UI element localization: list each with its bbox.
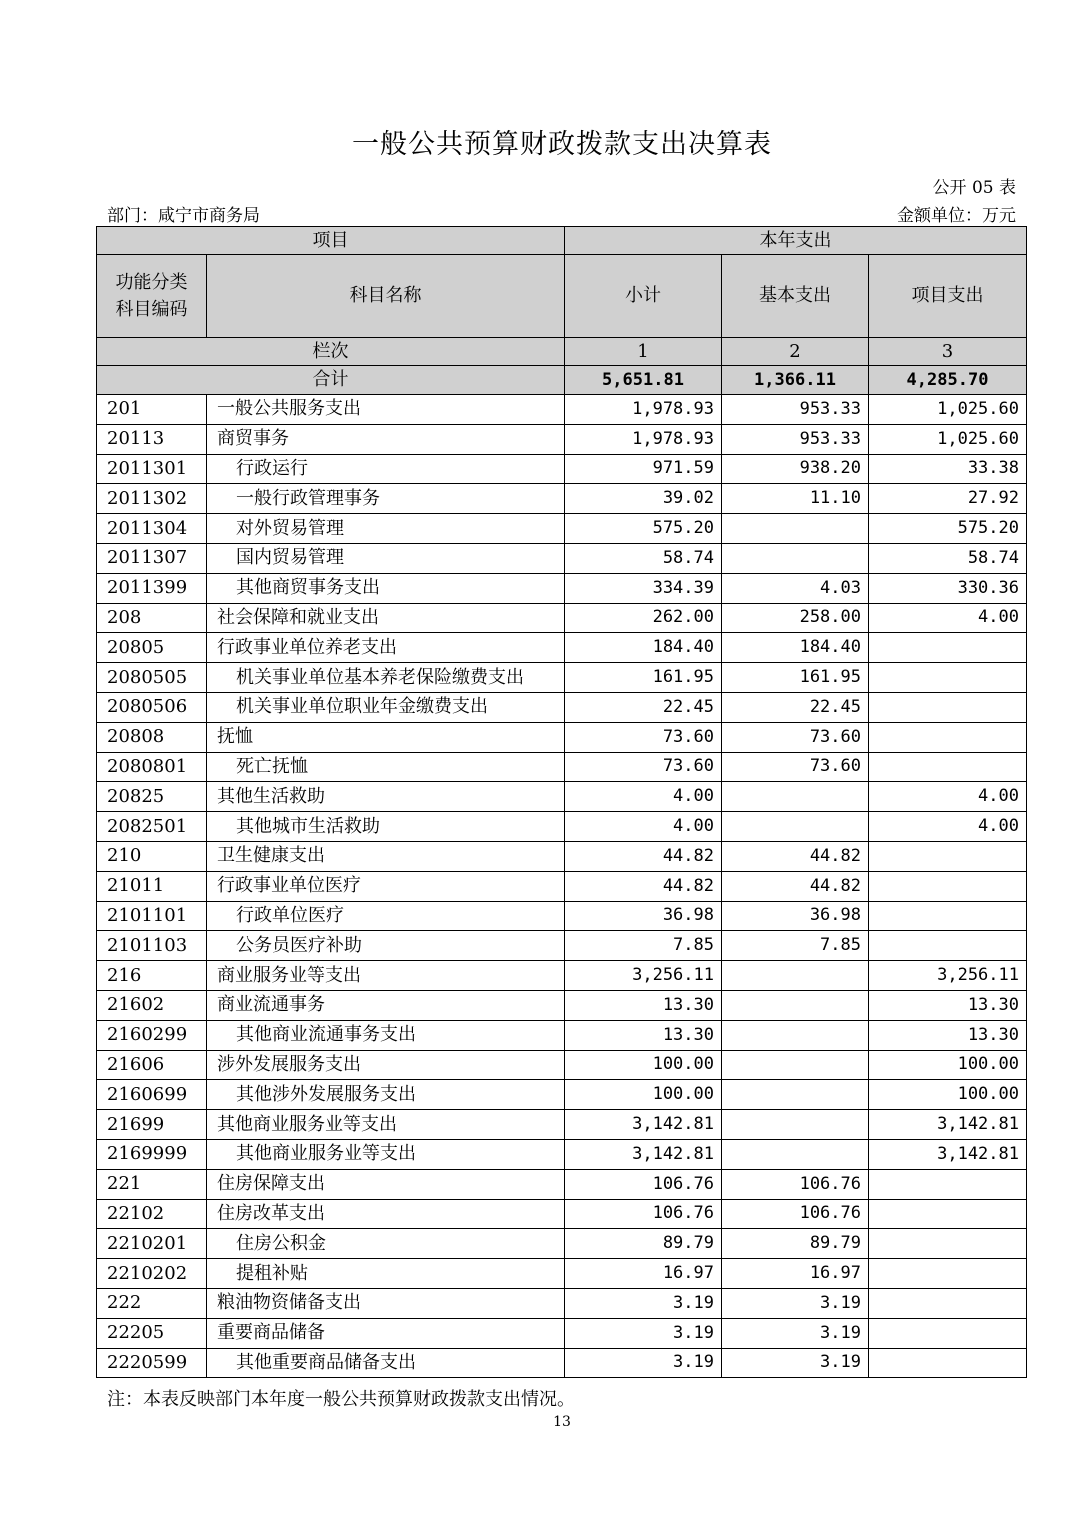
- row-project: [869, 1169, 1027, 1199]
- row-name: 一般公共服务支出: [207, 395, 565, 425]
- row-project: [869, 722, 1027, 752]
- row-project: 1,025.60: [869, 424, 1027, 454]
- row-subtotal: 4.00: [565, 782, 722, 812]
- form-number: 公开 05 表: [932, 178, 1016, 198]
- header-row-1: [97, 227, 1027, 255]
- header-subtotal: 小计: [565, 255, 722, 338]
- row-code: 2080505: [97, 663, 207, 693]
- row-name: 其他涉外发展服务支出: [207, 1080, 565, 1110]
- table-row: [97, 931, 1027, 961]
- row-name: 提租补贴: [207, 1259, 565, 1289]
- total-row: [97, 366, 1027, 395]
- row-code: 221: [97, 1169, 207, 1199]
- row-name: 国内贸易管理: [207, 543, 565, 573]
- row-code: 20808: [97, 722, 207, 752]
- row-name: 其他重要商品储备支出: [207, 1348, 565, 1378]
- row-basic: 106.76: [722, 1199, 869, 1229]
- row-code: 2011301: [97, 454, 207, 484]
- header-code: 功能分类科目编码: [97, 255, 207, 338]
- row-subtotal: 161.95: [565, 663, 722, 693]
- row-code: 20825: [97, 782, 207, 812]
- row-code: 2101101: [97, 901, 207, 931]
- table-row: [97, 395, 1027, 425]
- row-basic: [722, 1050, 869, 1080]
- row-basic: 3.19: [722, 1348, 869, 1378]
- row-code: 222: [97, 1288, 207, 1318]
- row-project: 330.36: [869, 573, 1027, 603]
- row-name: 公务员医疗补助: [207, 931, 565, 961]
- row-name: 行政单位医疗: [207, 901, 565, 931]
- row-subtotal: 100.00: [565, 1080, 722, 1110]
- row-basic: [722, 990, 869, 1020]
- row-subtotal: 44.82: [565, 841, 722, 871]
- row-subtotal: 3.19: [565, 1348, 722, 1378]
- table-row: [97, 1110, 1027, 1140]
- row-code: 21606: [97, 1050, 207, 1080]
- row-subtotal: 44.82: [565, 871, 722, 901]
- table-row: [97, 1318, 1027, 1348]
- row-code: 2169999: [97, 1139, 207, 1169]
- row-subtotal: 58.74: [565, 543, 722, 573]
- row-project: [869, 901, 1027, 931]
- row-subtotal: 100.00: [565, 1050, 722, 1080]
- table-row: [97, 871, 1027, 901]
- row-basic: 258.00: [722, 603, 869, 633]
- row-basic: 4.03: [722, 573, 869, 603]
- row-project: 1,025.60: [869, 395, 1027, 425]
- row-basic: [722, 782, 869, 812]
- department-label: 部门：咸宁市商务局: [107, 206, 260, 226]
- row-subtotal: 16.97: [565, 1259, 722, 1289]
- row-basic: 22.45: [722, 692, 869, 722]
- row-subtotal: 22.45: [565, 692, 722, 722]
- row-code: 2080506: [97, 692, 207, 722]
- row-subtotal: 575.20: [565, 514, 722, 544]
- footnote: 注：本表反映部门本年度一般公共预算财政拨款支出情况。: [107, 1389, 575, 1410]
- total-basic: 1,366.11: [722, 366, 869, 395]
- row-project: 4.00: [869, 603, 1027, 633]
- row-basic: 3.19: [722, 1288, 869, 1318]
- table-row: [97, 1288, 1027, 1318]
- total-subtotal: 5,651.81: [565, 366, 722, 395]
- row-subtotal: 89.79: [565, 1229, 722, 1259]
- row-basic: 73.60: [722, 722, 869, 752]
- row-subtotal: 106.76: [565, 1169, 722, 1199]
- row-code: 210: [97, 841, 207, 871]
- row-code: 2160299: [97, 1020, 207, 1050]
- header-row-2: [97, 255, 1027, 338]
- expenditure-table: [96, 226, 1027, 1378]
- row-basic: 11.10: [722, 484, 869, 514]
- row-subtotal: 3,142.81: [565, 1110, 722, 1140]
- row-basic: 184.40: [722, 633, 869, 663]
- table-row: [97, 573, 1027, 603]
- row-project: [869, 1288, 1027, 1318]
- row-name: 对外贸易管理: [207, 514, 565, 544]
- row-code: 201: [97, 395, 207, 425]
- row-name: 其他商业流通事务支出: [207, 1020, 565, 1050]
- row-subtotal: 36.98: [565, 901, 722, 931]
- col-index-1: 1: [565, 338, 722, 366]
- table-row: [97, 961, 1027, 991]
- row-code: 21011: [97, 871, 207, 901]
- unit-label: 金额单位：万元: [897, 206, 1016, 226]
- row-subtotal: 13.30: [565, 1020, 722, 1050]
- row-name: 其他商业服务业等支出: [207, 1110, 565, 1140]
- table-row: [97, 484, 1027, 514]
- row-name: 住房改革支出: [207, 1199, 565, 1229]
- row-project: [869, 931, 1027, 961]
- row-name: 粮油物资储备支出: [207, 1288, 565, 1318]
- row-basic: 89.79: [722, 1229, 869, 1259]
- row-subtotal: 971.59: [565, 454, 722, 484]
- row-project: [869, 692, 1027, 722]
- row-basic: 161.95: [722, 663, 869, 693]
- row-subtotal: 73.60: [565, 722, 722, 752]
- row-name: 商贸事务: [207, 424, 565, 454]
- row-project: [869, 752, 1027, 782]
- row-project: 3,142.81: [869, 1139, 1027, 1169]
- row-name: 社会保障和就业支出: [207, 603, 565, 633]
- table-row: [97, 1259, 1027, 1289]
- row-code: 2210201: [97, 1229, 207, 1259]
- row-project: [869, 633, 1027, 663]
- table-row: [97, 424, 1027, 454]
- row-subtotal: 4.00: [565, 812, 722, 842]
- table-row: [97, 1199, 1027, 1229]
- row-code: 2080801: [97, 752, 207, 782]
- row-project: [869, 1199, 1027, 1229]
- row-project: 13.30: [869, 990, 1027, 1020]
- page-title: 一般公共预算财政拨款支出决算表: [352, 129, 772, 160]
- table-row: [97, 514, 1027, 544]
- row-name: 卫生健康支出: [207, 841, 565, 871]
- row-basic: [722, 1110, 869, 1140]
- row-name: 行政运行: [207, 454, 565, 484]
- row-name: 涉外发展服务支出: [207, 1050, 565, 1080]
- row-name: 行政事业单位养老支出: [207, 633, 565, 663]
- row-name: 死亡抚恤: [207, 752, 565, 782]
- header-name: 科目名称: [207, 255, 565, 338]
- row-name: 住房公积金: [207, 1229, 565, 1259]
- table-row: [97, 1169, 1027, 1199]
- row-basic: 16.97: [722, 1259, 869, 1289]
- table-row: [97, 1050, 1027, 1080]
- table-row: [97, 603, 1027, 633]
- row-code: 2011302: [97, 484, 207, 514]
- row-code: 21602: [97, 990, 207, 1020]
- row-project: [869, 1348, 1027, 1378]
- row-subtotal: 3.19: [565, 1288, 722, 1318]
- row-code: 2210202: [97, 1259, 207, 1289]
- row-basic: [722, 514, 869, 544]
- row-subtotal: 184.40: [565, 633, 722, 663]
- row-code: 2082501: [97, 812, 207, 842]
- total-project: 4,285.70: [869, 366, 1027, 395]
- row-code: 2011399: [97, 573, 207, 603]
- row-project: 4.00: [869, 782, 1027, 812]
- row-basic: [722, 812, 869, 842]
- table-row: [97, 812, 1027, 842]
- row-code: 2011307: [97, 543, 207, 573]
- row-code: 208: [97, 603, 207, 633]
- row-name: 机关事业单位基本养老保险缴费支出: [207, 663, 565, 693]
- table-row: [97, 841, 1027, 871]
- row-name: 重要商品储备: [207, 1318, 565, 1348]
- row-basic: 73.60: [722, 752, 869, 782]
- row-name: 其他城市生活救助: [207, 812, 565, 842]
- row-subtotal: 1,978.93: [565, 395, 722, 425]
- row-code: 2160699: [97, 1080, 207, 1110]
- row-project: 33.38: [869, 454, 1027, 484]
- row-code: 20113: [97, 424, 207, 454]
- table-row: [97, 1020, 1027, 1050]
- header-current-year: 本年支出: [565, 227, 1027, 255]
- row-subtotal: 3,256.11: [565, 961, 722, 991]
- col-index-3: 3: [869, 338, 1027, 366]
- row-code: 21699: [97, 1110, 207, 1140]
- total-label: 合计: [97, 366, 565, 395]
- row-project: 100.00: [869, 1080, 1027, 1110]
- table-row: [97, 1348, 1027, 1378]
- table-row: [97, 1229, 1027, 1259]
- table-row: [97, 990, 1027, 1020]
- row-project: [869, 1229, 1027, 1259]
- page-number: 13: [553, 1414, 571, 1430]
- row-subtotal: 3,142.81: [565, 1139, 722, 1169]
- row-subtotal: 3.19: [565, 1318, 722, 1348]
- row-basic: 953.33: [722, 424, 869, 454]
- row-project: 575.20: [869, 514, 1027, 544]
- row-basic: [722, 543, 869, 573]
- row-subtotal: 73.60: [565, 752, 722, 782]
- row-basic: 36.98: [722, 901, 869, 931]
- row-name: 行政事业单位医疗: [207, 871, 565, 901]
- row-subtotal: 1,978.93: [565, 424, 722, 454]
- row-project: 13.30: [869, 1020, 1027, 1050]
- row-name: 商业流通事务: [207, 990, 565, 1020]
- table-row: [97, 1080, 1027, 1110]
- row-code: 20805: [97, 633, 207, 663]
- header-project: 项目: [97, 227, 565, 255]
- row-project: 4.00: [869, 812, 1027, 842]
- row-code: 22205: [97, 1318, 207, 1348]
- row-project: [869, 871, 1027, 901]
- row-project: 58.74: [869, 543, 1027, 573]
- table-row: [97, 1139, 1027, 1169]
- row-name: 商业服务业等支出: [207, 961, 565, 991]
- row-name: 住房保障支出: [207, 1169, 565, 1199]
- row-basic: 7.85: [722, 931, 869, 961]
- row-name: 抚恤: [207, 722, 565, 752]
- header-row-index: [97, 338, 1027, 366]
- row-basic: 44.82: [722, 841, 869, 871]
- row-basic: [722, 1020, 869, 1050]
- row-project: 3,142.81: [869, 1110, 1027, 1140]
- row-name: 其他商贸事务支出: [207, 573, 565, 603]
- row-subtotal: 262.00: [565, 603, 722, 633]
- row-subtotal: 39.02: [565, 484, 722, 514]
- row-basic: 44.82: [722, 871, 869, 901]
- row-project: [869, 1318, 1027, 1348]
- table-row: [97, 454, 1027, 484]
- row-code: 2220599: [97, 1348, 207, 1378]
- row-code: 22102: [97, 1199, 207, 1229]
- row-project: [869, 841, 1027, 871]
- table-row: [97, 722, 1027, 752]
- row-basic: 938.20: [722, 454, 869, 484]
- row-name: 其他商业服务业等支出: [207, 1139, 565, 1169]
- row-project: [869, 1259, 1027, 1289]
- table-row: [97, 901, 1027, 931]
- row-subtotal: 7.85: [565, 931, 722, 961]
- table-row: [97, 543, 1027, 573]
- column-index-label: 栏次: [97, 338, 565, 366]
- row-basic: [722, 1080, 869, 1110]
- col-index-2: 2: [722, 338, 869, 366]
- row-subtotal: 13.30: [565, 990, 722, 1020]
- row-project: 100.00: [869, 1050, 1027, 1080]
- row-subtotal: 334.39: [565, 573, 722, 603]
- row-code: 2101103: [97, 931, 207, 961]
- row-basic: 106.76: [722, 1169, 869, 1199]
- row-name: 其他生活救助: [207, 782, 565, 812]
- row-name: 一般行政管理事务: [207, 484, 565, 514]
- header-basic: 基本支出: [722, 255, 869, 338]
- row-project: [869, 663, 1027, 693]
- table-row: [97, 663, 1027, 693]
- row-subtotal: 106.76: [565, 1199, 722, 1229]
- table-row: [97, 752, 1027, 782]
- header-project-exp: 项目支出: [869, 255, 1027, 338]
- table-row: [97, 782, 1027, 812]
- row-basic: [722, 1139, 869, 1169]
- row-basic: 3.19: [722, 1318, 869, 1348]
- row-basic: [722, 961, 869, 991]
- row-name: 机关事业单位职业年金缴费支出: [207, 692, 565, 722]
- row-project: 3,256.11: [869, 961, 1027, 991]
- row-project: 27.92: [869, 484, 1027, 514]
- row-code: 216: [97, 961, 207, 991]
- row-code: 2011304: [97, 514, 207, 544]
- table-row: [97, 692, 1027, 722]
- table-row: [97, 633, 1027, 663]
- row-basic: 953.33: [722, 395, 869, 425]
